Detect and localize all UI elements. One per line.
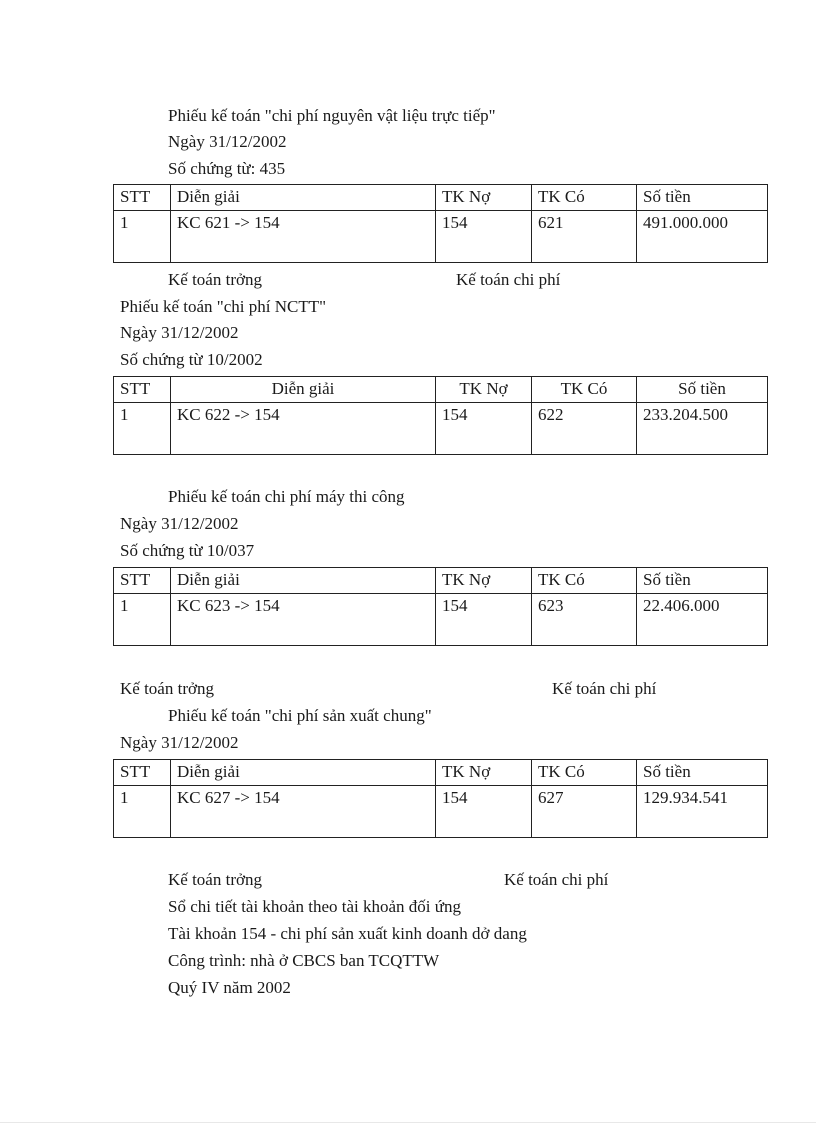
cell-stt: 1	[114, 211, 171, 263]
cell-amount: 233.204.500	[637, 403, 768, 455]
table-header-row	[114, 377, 768, 403]
table-header-row	[114, 760, 768, 786]
header-description: Diễn giải	[171, 568, 436, 594]
voucher-3-number: Số chứng từ 10/037	[120, 541, 255, 560]
cell-credit: 623	[532, 594, 637, 646]
header-stt: STT	[114, 760, 171, 786]
voucher-2-date: Ngày 31/12/2002	[120, 323, 239, 342]
cell-amount: 129.934.541	[637, 786, 768, 838]
table-row	[114, 594, 768, 646]
voucher-4-table	[113, 759, 768, 838]
cell-debit: 154	[436, 403, 532, 455]
voucher-3-sign-cost: Kế toán chi phí	[552, 679, 657, 698]
voucher-2-number: Số chứng từ 10/2002	[120, 350, 263, 369]
header-credit: TK Có	[532, 185, 637, 211]
cell-debit: 154	[436, 211, 532, 263]
header-debit: TK Nợ	[436, 760, 532, 786]
cell-description: KC 627 -> 154	[171, 786, 436, 838]
cell-credit: 627	[532, 786, 637, 838]
header-credit: TK Có	[532, 568, 637, 594]
header-amount: Số tiền	[637, 185, 768, 211]
cell-description: KC 622 -> 154	[171, 403, 436, 455]
cell-credit: 622	[532, 403, 637, 455]
header-description: Diễn giải	[171, 377, 436, 403]
voucher-1-number: Số chứng từ: 435	[168, 159, 286, 178]
header-stt: STT	[114, 185, 171, 211]
ledger-title: Sổ chi tiết tài khoản theo tài khoản đối ứng	[168, 897, 461, 916]
cell-stt: 1	[114, 594, 171, 646]
ledger-period: Quý IV năm 2002	[168, 978, 291, 997]
voucher-1-sign-cost: Kế toán chi phí	[456, 270, 561, 289]
cell-description: KC 623 -> 154	[171, 594, 436, 646]
header-stt: STT	[114, 377, 171, 403]
cell-amount: 22.406.000	[637, 594, 768, 646]
cell-stt: 1	[114, 786, 171, 838]
voucher-2-title: Phiếu kế toán "chi phí NCTT"	[120, 297, 327, 316]
header-description: Diễn giải	[171, 185, 436, 211]
header-debit: TK Nợ	[436, 185, 532, 211]
cell-debit: 154	[436, 594, 532, 646]
table-row	[114, 786, 768, 838]
header-amount: Số tiền	[637, 377, 768, 403]
ledger-account: Tài khoản 154 - chi phí sản xuất kinh doanh dở dang	[168, 924, 527, 943]
voucher-3-date: Ngày 31/12/2002	[120, 514, 239, 533]
voucher-1-date: Ngày 31/12/2002	[168, 132, 287, 151]
header-debit: TK Nợ	[436, 377, 532, 403]
header-credit: TK Có	[532, 377, 637, 403]
header-description: Diễn giải	[171, 760, 436, 786]
table-row	[114, 211, 768, 263]
voucher-1-sign-chief: Kế toán trởng	[168, 270, 262, 289]
cell-credit: 621	[532, 211, 637, 263]
voucher-1-title: Phiếu kế toán "chi phí nguyên vật liệu trực tiếp"	[168, 106, 496, 125]
table-header-row	[114, 568, 768, 594]
voucher-3-title: Phiếu kế toán chi phí máy thi công	[168, 487, 405, 506]
ledger-project: Công trình: nhà ở CBCS ban TCQTTW	[168, 951, 440, 970]
voucher-1-table	[113, 184, 768, 263]
header-credit: TK Có	[532, 760, 637, 786]
cell-debit: 154	[436, 786, 532, 838]
table-header-row	[114, 185, 768, 211]
voucher-4-sign-chief: Kế toán trởng	[168, 870, 262, 889]
voucher-4-date: Ngày 31/12/2002	[120, 733, 239, 752]
cell-amount: 491.000.000	[637, 211, 768, 263]
cell-stt: 1	[114, 403, 171, 455]
header-stt: STT	[114, 568, 171, 594]
voucher-3-table	[113, 567, 768, 646]
cell-description: KC 621 -> 154	[171, 211, 436, 263]
voucher-2-table	[113, 376, 768, 455]
voucher-4-sign-cost: Kế toán chi phí	[504, 870, 609, 889]
header-debit: TK Nợ	[436, 568, 532, 594]
table-row	[114, 403, 768, 455]
voucher-3-sign-chief: Kế toán trởng	[120, 679, 214, 698]
header-amount: Số tiền	[637, 760, 768, 786]
voucher-4-title: Phiếu kế toán "chi phí sản xuất chung"	[168, 706, 432, 725]
header-amount: Số tiền	[637, 568, 768, 594]
